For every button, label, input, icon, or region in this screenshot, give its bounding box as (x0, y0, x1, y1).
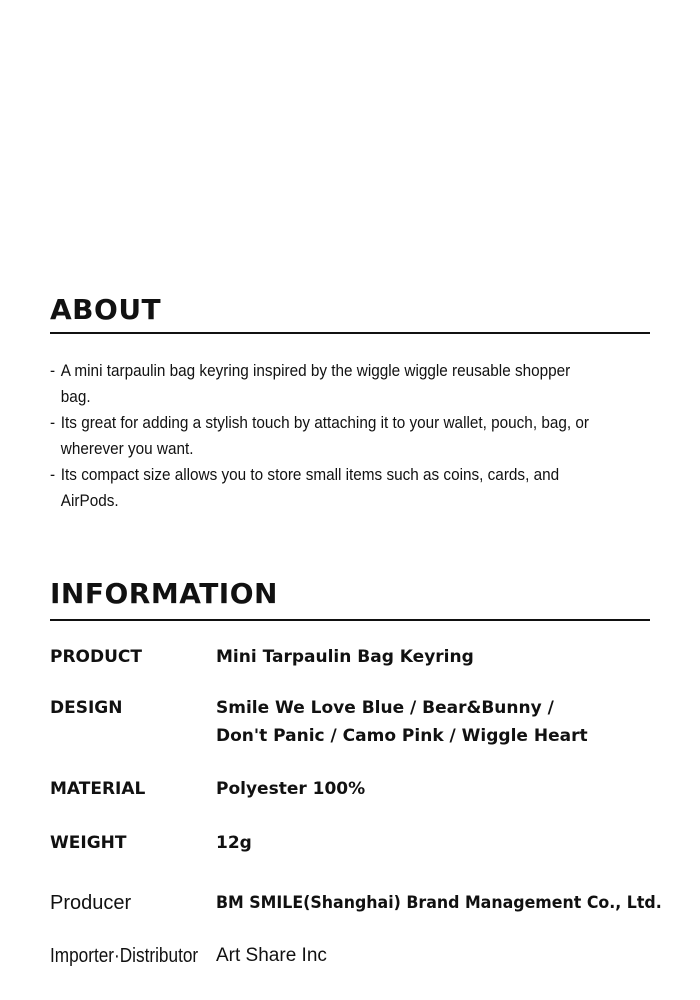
about-list (50, 358, 590, 514)
about-item-text: A mini tarpaulin bag keyring inspired by the wiggle wiggle reusable shopper bag. (60, 361, 571, 406)
about-heading: ABOUT (50, 293, 162, 326)
info-value (216, 694, 656, 750)
about-item-dash: - (50, 465, 56, 484)
info-value (216, 775, 656, 803)
info-label: DESIGN (50, 698, 123, 718)
info-value-line: Smile We Love Blue / Bear&Bunny / (216, 698, 554, 718)
info-label: PRODUCT (50, 647, 142, 667)
about-item-dash: - (50, 361, 56, 380)
info-value (216, 643, 656, 671)
about-item-dash: - (50, 413, 56, 432)
about-item (50, 358, 590, 410)
about-item-text: Its great for adding a stylish touch by attaching it to your wallet, pouch, bag, or wherever you want. (60, 413, 589, 458)
info-value (216, 829, 656, 857)
about-item-text: Its compact size allows you to store small items such as coins, cards, and AirPods. (60, 465, 560, 510)
info-value (216, 889, 662, 917)
info-label: Importer·Distributor (50, 945, 199, 967)
info-value-line: BM SMILE(Shanghai) Brand Management Co., Ltd. (216, 893, 662, 913)
info-value-line: Polyester 100% (216, 779, 366, 799)
info-value (216, 942, 656, 970)
info-value-line: Don't Panic / Camo Pink / Wiggle Heart (216, 726, 588, 746)
info-value-line: 12g (216, 833, 252, 853)
info-label: MATERIAL (50, 779, 146, 799)
about-item (50, 462, 590, 514)
about-item (50, 410, 590, 462)
info-value-line: Art Share Inc (216, 945, 327, 966)
information-divider (50, 619, 650, 621)
about-divider (50, 332, 650, 334)
info-label: Producer (50, 892, 132, 914)
info-value-line: Mini Tarpaulin Bag Keyring (216, 647, 474, 667)
info-label: WEIGHT (50, 833, 127, 853)
information-heading: INFORMATION (50, 577, 278, 610)
